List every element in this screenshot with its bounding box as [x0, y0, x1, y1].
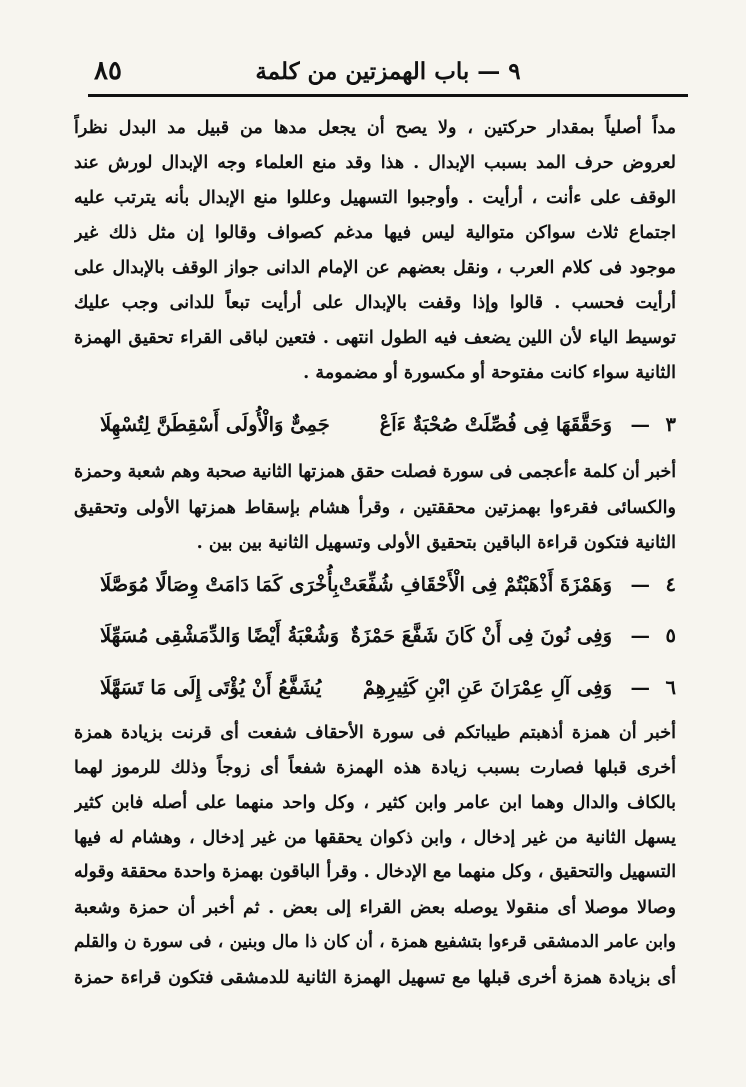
text-line: الوقف على ءأنت ، أرأيت . وأوجبوا التسهيل وعللوا منع الإبدال بأنه يترتب عليه — [74, 187, 676, 208]
verse-6 — [100, 665, 676, 711]
verse-5 — [100, 613, 676, 659]
verse-number: ٤ — [665, 573, 676, 596]
verse-first-hemistich: وَهَمْزَةَ أَذْهَبْتُمْ فِى الْأَحْقَافِ شُفِّعَتْ — [338, 573, 612, 596]
text-line: أخبر أن كلمة ءأعجمى فى سورة فصلت حقق همزتها الثانية صحبة وهم شعبة وحمزة — [74, 462, 676, 482]
verse-number: ٦ — [665, 676, 676, 699]
text-line: التسهيل والتحقيق ، وكل منهما مع الإدخال . وقرأ الباقون بهمزة واحدة محققة وقوله — [74, 862, 676, 882]
text-line: أخرى قبلها فصارت بسبب زيادة هذه الهمزة شفعاً أى زوجاً وذلك للرموز لهما — [74, 757, 676, 778]
verse-dash: — — [630, 573, 650, 596]
text-line: توسيط الياء لأن اللين يضعف فيه الطول انتهى . فتعين لباقى القراء تحقيق الهمزة — [74, 327, 676, 348]
verse-number: ٥ — [665, 624, 676, 647]
text-line: أخبر أن همزة أذهبتم طيباتكم فى سورة الأحقاف شفعت أى قرنت بزيادة همزة — [74, 722, 676, 743]
verse-second-hemistich: جَمِىٌّ وَالْأُولَى أَسْقِطَنَّ لِتُسْهِلَا — [100, 413, 330, 436]
page-number: ٨٥ — [94, 56, 122, 86]
paragraph-1 — [74, 110, 676, 390]
text-line: أى بزيادة همزة أخرى قبلها مع تسهيل الهمزة الثانية للدمشقى فتكون قراءة حمزة — [74, 967, 676, 988]
verse-second-hemistich: بِأُخْرَى كَمَا دَامَتْ وِصَالًا مُوَصَّلَا — [100, 573, 339, 596]
paragraph-2 — [74, 455, 676, 560]
text-line: يسهل الثانية من غير إدخال ، وابن ذكوان يحققها من غير إدخال ، وهشام له فيها — [74, 827, 676, 848]
verse-first-hemistich: وَفِى آلِ عِمْرَانَ عَنِ ابْنِ كَثِيرِهِمْ — [362, 676, 612, 699]
verse-second-hemistich: وَشُعْبَةُ أَيْضًا وَالدِّمَشْقِى مُسَهِّلَا — [100, 624, 339, 647]
verse-dash: — — [630, 676, 650, 699]
text-line: لعروض حرف المد بسبب الإبدال . هذا وقد منع العلماء وجه الإبدال لورش عند — [74, 152, 676, 173]
verse-first-hemistich: وَحَقَّقَهَا فِى فُصِّلَتْ صُحْبَةٌ ءَاَعْ — [379, 413, 612, 436]
text-line: وابن عامر الدمشقى قرءوا بتشفيع همزة ، أن كان ذا مال وبنين ، فى سورة ن والقلم — [74, 932, 676, 952]
verse-first-hemistich: وَفِى نُونَ فِى أَنْ كَانَ شَفَّعَ حَمْزَةٌ — [350, 624, 612, 647]
verse-3 — [100, 402, 676, 448]
text-line: اجتماع ثلاث سواكن متوالية ليس فيها مدغم كصواف وقالوا إن مثل ذلك غير — [74, 222, 676, 243]
verse-number: ٣ — [665, 413, 676, 436]
text-line: الثانية سواء كانت مفتوحة أو مكسورة أو مضمومة . — [303, 362, 676, 383]
text-line: الثانية فتكون قراءة الباقين بتحقيق الأولى وتسهيل الثانية بين بين . — [196, 532, 676, 553]
paragraph-3 — [74, 715, 676, 995]
page-header — [88, 52, 688, 92]
verse-second-hemistich: يُشَفَّعُ أَنْ يُؤْتَى إِلَى مَا تَسَهَّلَا — [100, 676, 322, 699]
verse-4 — [100, 562, 676, 608]
running-head: ٩ — باب الهمزتين من كلمة — [255, 58, 521, 85]
text-line: مداً أصلياً بمقدار حركتين ، ولا يصح أن يجعل مدها من قبيل مد البدل نظراً — [74, 117, 676, 138]
text-line: أرأيت فحسب . قالوا وإذا وقفت بالإبدال على أرأيت تبعاً للدانى وجب عليك — [74, 292, 676, 313]
text-line: بالكاف والدال وهما ابن عامر وابن كثير ، وكل واحد منهما على أصله فابن كثير — [74, 792, 676, 813]
text-line: موجود فى كلام العرب ، ونقل بعضهم عن الإمام الدانى جواز الوقف بالإبدال على — [74, 257, 676, 278]
text-line: وصالا موصلا أى منقولا يوصله بعض القراء إلى بعض . ثم أخبر أن حمزة وشعبة — [74, 897, 676, 918]
verse-dash: — — [630, 413, 650, 436]
verse-dash: — — [630, 624, 650, 647]
header-rule — [88, 94, 688, 97]
text-line: والكسائى فقرءوا بهمزتين محققتين ، وقرأ هشام بإسقاط همزتها الأولى وتحقيق — [74, 497, 676, 518]
